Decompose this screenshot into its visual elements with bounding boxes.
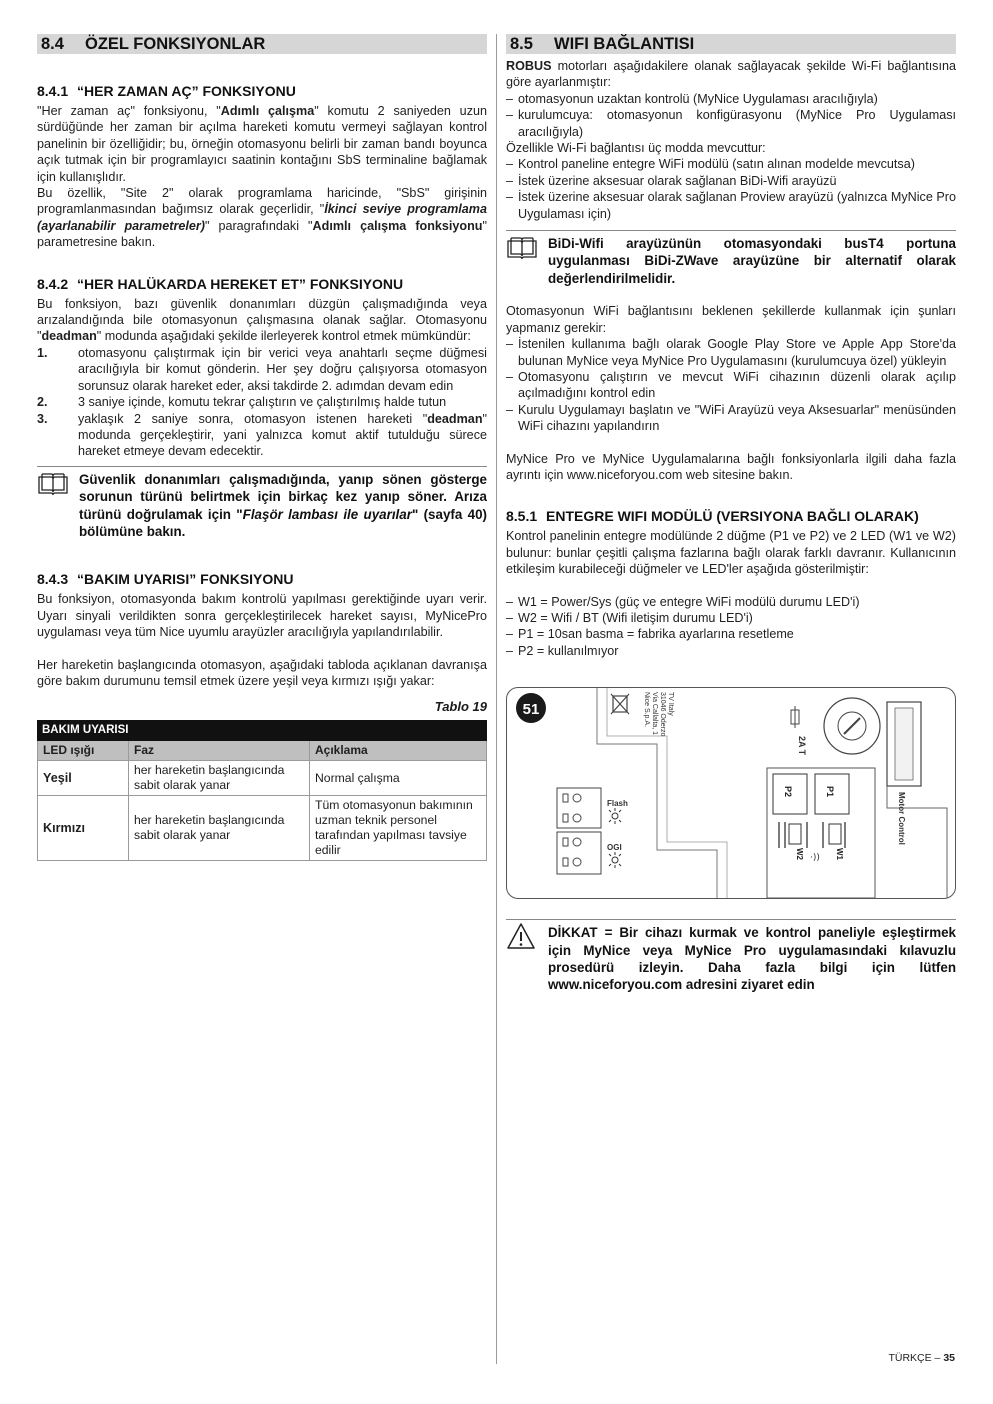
paragraph: Bu özellik, "Site 2" olarak programlama haricinde, "SbS" girişinin programlanmasından bağımsız olarak geçerlidir, "İkinci seviye programlama (ayarlanabilir parametreler)" paragrafındaki "Adımlı çalışma fonksiyonu" parametresine bakın. <box>37 186 487 250</box>
dash-list <box>506 156 956 222</box>
page-footer <box>888 1352 955 1364</box>
list-item: – İstek üzerine aksesuar olarak sağlanan BiDi-Wifi arayüzü <box>506 173 956 189</box>
list-item: 2. 3 saniye içinde, komutu tekrar çalıştırın ve çalıştırılmış halde tutun <box>37 395 447 410</box>
paragraph: Kontrol panelinin entegre modülünde 2 düğme (P1 ve P2) ve 2 LED (W1 ve W2) bulunur: bunlar çeşitli çalışma fazlarına bağlı olarak farklı davranır. Kullanıcının etkileşim kurabileceği düğmeler ve LED'ler aşağıda gösterilmiştir: <box>506 529 956 577</box>
subsection-8-4-1-title <box>37 82 487 100</box>
dash-list <box>506 336 956 434</box>
svg-text:TV Italy: TV Italy <box>667 692 674 716</box>
paragraph: Otomasyonun WiFi bağlantısını beklenen şekillerde kullanmak için şunları yapmanız gerekir: <box>506 304 956 335</box>
warning-triangle-icon <box>506 922 536 955</box>
paragraph: Her hareketin başlangıcında otomasyon, aşağıdaki tabloda açıklanan davranışa göre bakım durumunu temsil etmek üzere yeşil veya kırmızı ışığı yakar: <box>37 657 487 688</box>
left-column <box>37 34 487 861</box>
svg-text:Nice S.p.A.: Nice S.p.A. <box>643 692 650 728</box>
section-title: ÖZEL FONKSIYONLAR <box>85 35 266 53</box>
subsection-title: “HER ZAMAN AÇ” FONKSIYONU <box>77 83 296 99</box>
svg-text:W1: W1 <box>835 848 844 861</box>
svg-text:W2: W2 <box>795 848 804 861</box>
column-divider <box>496 34 497 1364</box>
subsection-8-5-1-title: 8.5.1 ENTEGRE WIFI MODÜLÜ (VERSIYONA BAĞLI OLARAK) <box>506 508 919 525</box>
subsection-8-4-3-title: 8.4.3 “BAKIM UYARISI” FONKSIYONU <box>37 571 294 588</box>
table-header: Açıklama <box>310 741 487 761</box>
list-item: – otomasyonun uzaktan kontrolü (MyNice Uygulaması aracılığıyla) <box>506 91 956 107</box>
list-item: – P1 = 10san basma = fabrika ayarlarına resetleme <box>506 626 956 642</box>
page-number: 35 <box>943 1352 955 1364</box>
steps-list <box>37 345 487 460</box>
paragraph: MyNice Pro ve MyNice Uygulamalarına bağlı fonksiyonlarla ilgili daha fazla ayrıntı için www.niceforyou.com web sitesine bakın. <box>506 451 956 482</box>
section-8-5-header: 8.5 WIFI BAĞLANTISI <box>506 34 956 54</box>
list-item: – W2 = Wifi / BT (Wifi iletişim durumu LED'i) <box>506 610 956 626</box>
paragraph: Bu fonksiyon, otomasyonda bakım kontrolü yapılması gerektiğinde uyarı verir. Uyarı sinyali verildikten sonra gerçekleştirilecek hareket sayısı, MyNicePro uygulaması veya tüm Nice uyumlu arayüzler aracılığıyla yapılandırılabilir. <box>37 592 487 640</box>
subsection-8-4-2-title: 8.4.2 “HER HALÜKARDA HEREKET ET” FONKSIYONU <box>37 275 404 292</box>
list-item: – İstenilen kullanıma bağlı olarak Google Play Store ve Apple App Store'da bulunan MyNice veya MyNice Pro Uygulamasını (kurulumcuya özel) yükleyin <box>506 336 956 369</box>
table-header: Faz <box>129 741 310 761</box>
fuse-icon <box>791 706 799 728</box>
right-column <box>506 34 956 994</box>
book-note: BiDi-Wifi arayüzünün otomasyondaki busT4 portuna uygulanması BiDi-ZWave arayüzüne bir alternatif olarak değerlendirilmelidir. <box>506 230 956 287</box>
subsection-number: 8.4.1 <box>37 83 69 99</box>
table-header: LED ışığı <box>38 741 129 761</box>
figure-badge: 51 <box>522 701 540 719</box>
maintenance-table <box>37 720 487 861</box>
svg-text:Via Callalta, 1: Via Callalta, 1 <box>651 692 658 736</box>
svg-text:P1: P1 <box>825 786 835 798</box>
dash-list <box>506 91 956 140</box>
section-number: 8.4 <box>41 35 64 53</box>
list-item: 3. yaklaşık 2 saniye sonra, otomasyon istenen hareketi "deadman" modunda gerçekleştirir, yani yalnızca komut aktif tutulduğu sürece hareket etmeye devam edecektir. <box>37 411 487 459</box>
list-item: – Otomasyonu çalıştırın ve mevcut WiFi cihazının düzenli olarak açılıp açılmadığını kontrol edin <box>506 369 956 402</box>
paragraph: Özellikle Wi-Fi bağlantısı üç modda mevcuttur: <box>506 141 766 156</box>
warning-note: DİKKAT = Bir cihazı kurmak ve kontrol paneliyle eşleştirmek için MyNice veya MyNice Pro uygulamasındaki kılavuzlu prosedürü izleyin. Daha fazla bilgi için lütfen www.niceforyou.com adresini ziyaret edin <box>506 919 956 994</box>
list-item: – kurulumcuya: otomasyonun konfigürasyonu (MyNice Pro Uygulaması aracılığıyla) <box>506 107 956 140</box>
section-8-4-header <box>37 34 487 54</box>
paragraph: "Her zaman aç" fonksiyonu, "Adımlı çalışma" komutu 2 saniyeden uzun sürdüğünde her zaman bir açılma hareketi komutu vermeyi sağlayan kontrol panelinin bir özelliğidir; bu, örneğin otomasyonu belirli bir zaman bandı boyunca açık tutmak için bir programlayıcı saatinin kontağını SbS terminaline bağlamak için kullanışlıdır. <box>37 104 487 184</box>
w1-led <box>829 824 841 844</box>
svg-text:OGI: OGI <box>607 843 622 853</box>
book-note: Güvenlik donanımları çalışmadığında, yanıp sönen gösterge sorunun türünü belirtmek için birkaç kez yanıp söner. Arıza türünü doğrulamak için "Flaşör lambası ile uyarılar" (sayfa 40) bölümüne bakın. <box>37 466 487 541</box>
table-row: Yeşil her hareketin başlangıcında sabit olarak yanar Normal çalışma <box>38 761 487 796</box>
list-item: – İstek üzerine aksesuar olarak sağlanan Proview arayüzü (yalnızca MyNice Pro Uygulaması için) <box>506 189 956 222</box>
dash-list <box>506 594 956 660</box>
svg-text:31046 Oderzo: 31046 Oderzo <box>659 692 666 737</box>
svg-text:Motor Control: Motor Control <box>897 792 906 846</box>
weee-bin-icon <box>611 694 629 714</box>
board-drawing <box>507 688 955 898</box>
w2-led <box>789 824 801 844</box>
svg-text:·)): ·)) <box>810 853 820 864</box>
footer-language: TÜRKÇE – <box>888 1352 944 1364</box>
paragraph: Bu fonksiyon, bazı güvenlik donanımları düzgün çalışmadığında veya arızalandığında bile otomasyonun çalışmasına olanak sağlar. Otomasyonu "deadman" modunda aşağıdaki şekilde ilerleyerek kontrol etmek mümkündür: <box>37 296 487 344</box>
book-icon <box>37 473 69 500</box>
paragraph: ROBUS motorları aşağıdakilere olanak sağlayacak şekilde Wi-Fi bağlantısına göre ayarlanmıştır: <box>506 59 956 90</box>
table-row: Kırmızı her hareketin başlangıcında sabit olarak yanar Tüm otomasyonun bakımının uzman teknik personel tarafından yapılması tavsiye edilir <box>38 796 487 861</box>
book-icon <box>506 237 538 264</box>
list-item: – W1 = Power/Sys (güç ve entegre WiFi modülü durumu LED'i) <box>506 594 956 610</box>
list-item: – P2 = kullanılmıyor <box>506 643 956 659</box>
list-item: – Kurulu Uygulamayı başlatın ve "WiFi Arayüzü veya Aksesuarlar" menüsünden WiFi cihazını yapılandırın <box>506 402 956 435</box>
svg-text:Flash: Flash <box>607 799 628 809</box>
figure-51-board-diagram <box>506 687 956 899</box>
svg-text:P2: P2 <box>783 786 793 798</box>
table-title: BAKIM UYARISI <box>38 721 487 741</box>
list-item: – Kontrol paneline entegre WiFi modülü (satın alınan modelde mevcutsa) <box>506 156 956 172</box>
lamp-icon <box>609 808 621 868</box>
svg-text:2A T: 2A T <box>797 736 807 756</box>
list-item: 1. otomasyonu çalıştırmak için bir verici veya anahtarlı seçme düğmesi aracılığıyla bir komut gönderin. Her şey doğru çalışıyorsa otomasyon sorunsuz olarak hareket eder, aksi takdirde 2. adımdan devam edin <box>37 345 487 393</box>
table-caption: Tablo 19 <box>434 699 487 715</box>
